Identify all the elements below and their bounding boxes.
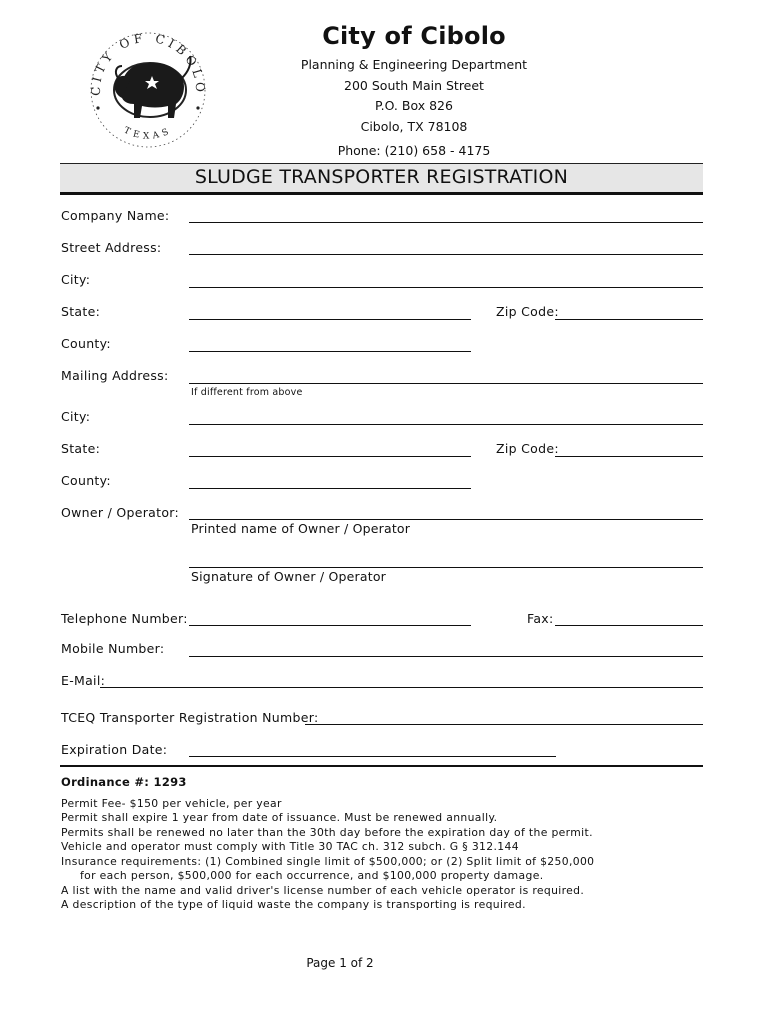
city-seal-logo	[78, 20, 218, 150]
seal-bottom-text: TEXAS	[122, 125, 174, 142]
street-address-field[interactable]	[189, 254, 703, 255]
city-state-zip-line: Cibolo, TX 78108	[360, 119, 468, 134]
mailing-address-label: Mailing Address:	[61, 368, 169, 383]
telephone-label: Telephone Number:	[61, 611, 188, 626]
form-title-bar	[60, 163, 703, 195]
company-name-label: Company Name:	[61, 208, 170, 223]
ordinance-note: A list with the name and valid driver's license number of each vehicle operator is required.	[61, 884, 585, 897]
form-title: SLUDGE TRANSPORTER REGISTRATION	[194, 166, 569, 188]
county-label: County:	[61, 336, 111, 351]
mailing-county-field[interactable]	[189, 488, 471, 489]
buffalo-icon	[114, 56, 191, 118]
printed-name-caption: Printed name of Owner / Operator	[191, 521, 411, 536]
ordinance-note: Vehicle and operator must comply with Title 30 TAC ch. 312 subch. G § 312.144	[61, 840, 519, 853]
ordinance-note: A description of the type of liquid waste the company is transporting is required.	[61, 898, 526, 911]
ordinance-heading: Ordinance #: 1293	[61, 775, 187, 789]
city-title: City of Cibolo	[322, 22, 506, 50]
expiration-date-label: Expiration Date:	[61, 742, 168, 757]
city-label: City:	[61, 272, 91, 287]
ordinance-note: Permits shall be renewed no later than the 30th day before the expiration day of the permit.	[61, 826, 593, 839]
street-line: 200 South Main Street	[344, 78, 484, 93]
state-label: State:	[61, 304, 101, 319]
mailing-address-note: If different from above	[191, 387, 303, 398]
email-field[interactable]	[100, 687, 703, 688]
city-field[interactable]	[189, 287, 703, 288]
tceq-registration-label: TCEQ Transporter Registration Number:	[61, 710, 319, 725]
ordinance-note: for each person, $500,000 for each occurrence, and $100,000 property damage.	[80, 869, 544, 882]
county-field[interactable]	[189, 351, 471, 352]
mobile-label: Mobile Number:	[61, 641, 165, 656]
expiration-date-field[interactable]	[189, 756, 556, 757]
mailing-county-label: County:	[61, 473, 111, 488]
mailing-zip-code-field[interactable]	[555, 456, 703, 457]
signature-caption: Signature of Owner / Operator	[191, 569, 387, 584]
mobile-field[interactable]	[189, 656, 703, 657]
state-field[interactable]	[189, 319, 471, 320]
po-box-line: P.O. Box 826	[375, 98, 453, 113]
section-divider	[60, 765, 703, 767]
fax-field[interactable]	[555, 625, 703, 626]
owner-operator-signature-field[interactable]	[189, 567, 703, 568]
email-label: E-Mail:	[61, 673, 106, 688]
ordinance-note: Insurance requirements: (1) Combined single limit of $500,000; or (2) Split limit of $250,000	[61, 855, 595, 868]
page-number: Page 1 of 2	[306, 956, 374, 970]
mailing-zip-code-label: Zip Code:	[496, 441, 559, 456]
mailing-city-label: City:	[61, 409, 91, 424]
svg-text:TEXAS	[122, 126, 174, 142]
telephone-field[interactable]	[189, 625, 471, 626]
ordinance-note: Permit Fee- $150 per vehicle, per year	[61, 797, 282, 810]
tceq-registration-field[interactable]	[305, 724, 703, 725]
seal-top-text: CITY OF CIBOLO	[88, 30, 208, 96]
mailing-city-field[interactable]	[189, 424, 703, 425]
owner-operator-label: Owner / Operator:	[61, 505, 180, 520]
phone-line: Phone: (210) 658 - 4175	[337, 143, 491, 158]
department-name: Planning & Engineering Department	[300, 57, 528, 72]
street-address-label: Street Address:	[61, 240, 162, 255]
mailing-state-label: State:	[61, 441, 101, 456]
zip-code-field[interactable]	[555, 319, 703, 320]
owner-operator-printed-name-field[interactable]	[189, 519, 703, 520]
company-name-field[interactable]	[189, 222, 703, 223]
zip-code-label: Zip Code:	[496, 304, 559, 319]
fax-label: Fax:	[527, 611, 554, 626]
mailing-address-field[interactable]	[189, 383, 703, 384]
mailing-state-field[interactable]	[189, 456, 471, 457]
ordinance-note: Permit shall expire 1 year from date of issuance. Must be renewed annually.	[61, 811, 498, 824]
